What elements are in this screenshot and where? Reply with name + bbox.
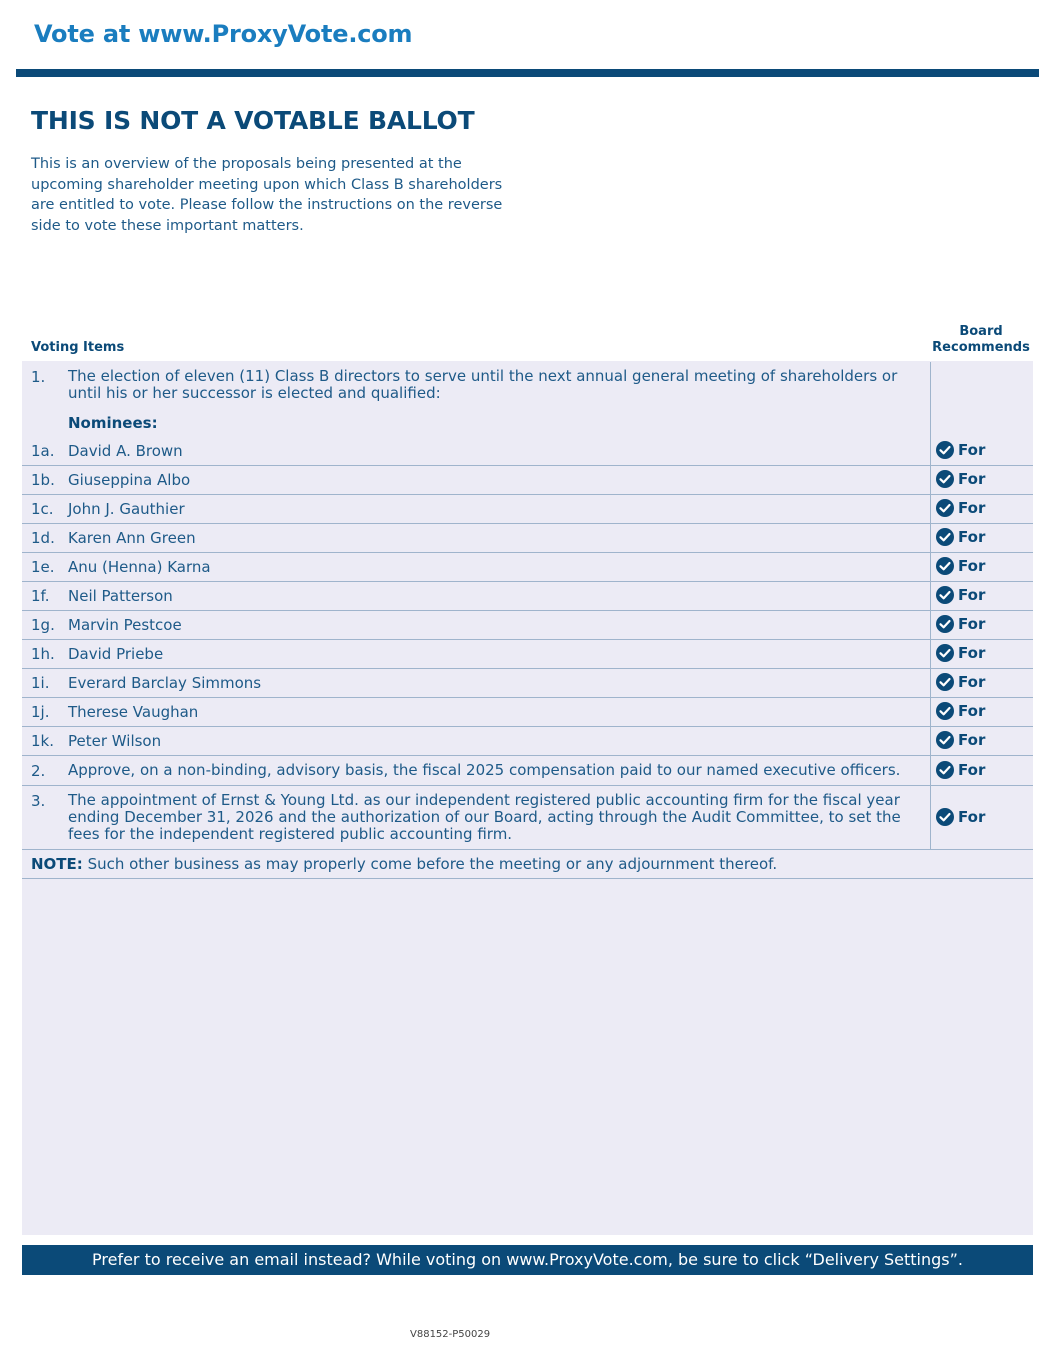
nominee-name: Everard Barclay Simmons bbox=[68, 674, 262, 692]
recommendation-for: For bbox=[958, 673, 986, 691]
proposal-2 bbox=[22, 756, 1033, 786]
note-label: NOTE: bbox=[31, 855, 83, 873]
nominee-row bbox=[22, 698, 1033, 727]
check-circle-icon bbox=[936, 644, 954, 662]
check-circle-icon bbox=[936, 731, 954, 749]
check-circle-icon bbox=[936, 673, 954, 691]
nominee-row bbox=[22, 611, 1033, 640]
nominee-recommendation bbox=[930, 727, 1034, 755]
recommendation-for: For bbox=[958, 528, 986, 546]
nominee-row bbox=[22, 727, 1033, 756]
nominee-number: 1e. bbox=[31, 558, 55, 576]
nominee-name: Peter Wilson bbox=[68, 732, 162, 750]
nominee-name: Anu (Henna) Karna bbox=[68, 558, 211, 576]
nominee-number: 1c. bbox=[31, 500, 54, 518]
check-circle-icon bbox=[936, 470, 954, 488]
recommendation-for: For bbox=[958, 586, 986, 604]
nominee-number: 1k. bbox=[31, 732, 54, 750]
check-circle-icon bbox=[936, 761, 954, 779]
nominees-label: Nominees: bbox=[68, 414, 158, 432]
nominee-row bbox=[22, 466, 1033, 495]
proxyvote-link[interactable]: Vote at www.ProxyVote.com bbox=[34, 20, 413, 48]
nominee-row bbox=[22, 437, 1033, 466]
nominee-recommendation bbox=[930, 640, 1034, 668]
nominee-recommendation bbox=[930, 466, 1034, 494]
proposal-3-text: The appointment of Ernst & Young Ltd. as our independent registered public accounting firm for the fiscal year ending December 31, 2026 and the authorization of our Board, acting through the Audit Committee, to set the fees for the independent registered public accounting firm. bbox=[68, 791, 901, 843]
nominee-number: 1d. bbox=[31, 529, 55, 547]
nominee-number: 1h. bbox=[31, 645, 55, 663]
check-circle-icon bbox=[936, 528, 954, 546]
nominee-row bbox=[22, 495, 1033, 524]
nominee-recommendation bbox=[930, 495, 1034, 523]
proposal-2-number: 2. bbox=[31, 762, 46, 780]
check-circle-icon bbox=[936, 557, 954, 575]
note-row bbox=[22, 850, 1033, 879]
check-circle-icon bbox=[936, 586, 954, 604]
nominee-recommendation bbox=[930, 698, 1034, 726]
nominee-number: 1i. bbox=[31, 674, 50, 692]
nominee-number: 1a. bbox=[31, 442, 55, 460]
nominee-number: 1b. bbox=[31, 471, 55, 489]
check-circle-icon bbox=[936, 808, 954, 826]
nominee-number: 1j. bbox=[31, 703, 50, 721]
nominee-row bbox=[22, 553, 1033, 582]
proposal-2-text: Approve, on a non-binding, advisory basis, the fiscal 2025 compensation paid to our named executive officers. bbox=[68, 761, 901, 779]
nominee-name: David Priebe bbox=[68, 645, 164, 663]
nominee-row bbox=[22, 582, 1033, 611]
email-delivery-banner: Prefer to receive an email instead? While voting on www.ProxyVote.com, be sure to click “Delivery Settings”. bbox=[22, 1245, 1033, 1275]
intro-paragraph: This is an overview of the proposals being presented at the upcoming shareholder meeting upon which Class B shareholders are entitled to vote. Please follow the instructions on the reverse side to vote these important matters. bbox=[31, 156, 503, 234]
proposal-3-recommendation bbox=[930, 786, 1034, 849]
recommendation-for: For bbox=[958, 731, 986, 749]
document-code: V88152-P50029 bbox=[410, 1329, 491, 1340]
page-title: THIS IS NOT A VOTABLE BALLOT bbox=[31, 106, 475, 135]
proposal-3-number: 3. bbox=[31, 792, 46, 810]
nominee-name: David A. Brown bbox=[68, 442, 183, 460]
board-header-line2: Recommends bbox=[932, 340, 1030, 355]
nominee-recommendation bbox=[930, 553, 1034, 581]
nominee-row bbox=[22, 524, 1033, 553]
nominee-recommendation bbox=[930, 669, 1034, 697]
proposal-3 bbox=[22, 786, 1033, 850]
recommendation-for: For bbox=[958, 761, 986, 779]
nominee-number: 1g. bbox=[31, 616, 55, 634]
nominee-name: John J. Gauthier bbox=[68, 500, 185, 518]
nominee-recommendation bbox=[930, 524, 1034, 552]
nominee-recommendation bbox=[930, 611, 1034, 639]
recommendation-for: For bbox=[958, 470, 986, 488]
nominee-recommendation bbox=[930, 582, 1034, 610]
note-text: Such other business as may properly come before the meeting or any adjournment thereof. bbox=[82, 855, 778, 873]
nominee-name: Karen Ann Green bbox=[68, 529, 196, 547]
recommendation-for: For bbox=[958, 557, 986, 575]
nominee-name: Giuseppina Albo bbox=[68, 471, 191, 489]
recommendation-for: For bbox=[958, 808, 986, 826]
recommendation-for: For bbox=[958, 615, 986, 633]
proposal-1-number: 1. bbox=[31, 368, 46, 386]
proposal-2-recommendation bbox=[930, 756, 1034, 785]
nominee-name: Neil Patterson bbox=[68, 587, 173, 605]
nominee-recommendation bbox=[930, 437, 1034, 465]
nominee-number: 1f. bbox=[31, 587, 50, 605]
check-circle-icon bbox=[936, 615, 954, 633]
voting-items-header: Voting Items bbox=[31, 340, 125, 355]
nominee-row bbox=[22, 669, 1033, 698]
recommendation-for: For bbox=[958, 644, 986, 662]
check-circle-icon bbox=[936, 702, 954, 720]
check-circle-icon bbox=[936, 499, 954, 517]
recommendation-for: For bbox=[958, 499, 986, 517]
proposal-1 bbox=[22, 362, 1033, 436]
check-circle-icon bbox=[936, 441, 954, 459]
board-header-line1: Board bbox=[959, 324, 1003, 339]
nominee-row bbox=[22, 640, 1033, 669]
recommendation-for: For bbox=[958, 702, 986, 720]
recommendation-for: For bbox=[958, 441, 986, 459]
proposal-1-text: The election of eleven (11) Class B directors to serve until the next annual general meeting of shareholders or until his or her successor is elected and qualified: bbox=[68, 367, 898, 402]
board-recommends-header bbox=[928, 324, 1034, 356]
nominee-name: Therese Vaughan bbox=[68, 703, 199, 721]
nominee-name: Marvin Pestcoe bbox=[68, 616, 182, 634]
header-divider bbox=[16, 69, 1039, 77]
